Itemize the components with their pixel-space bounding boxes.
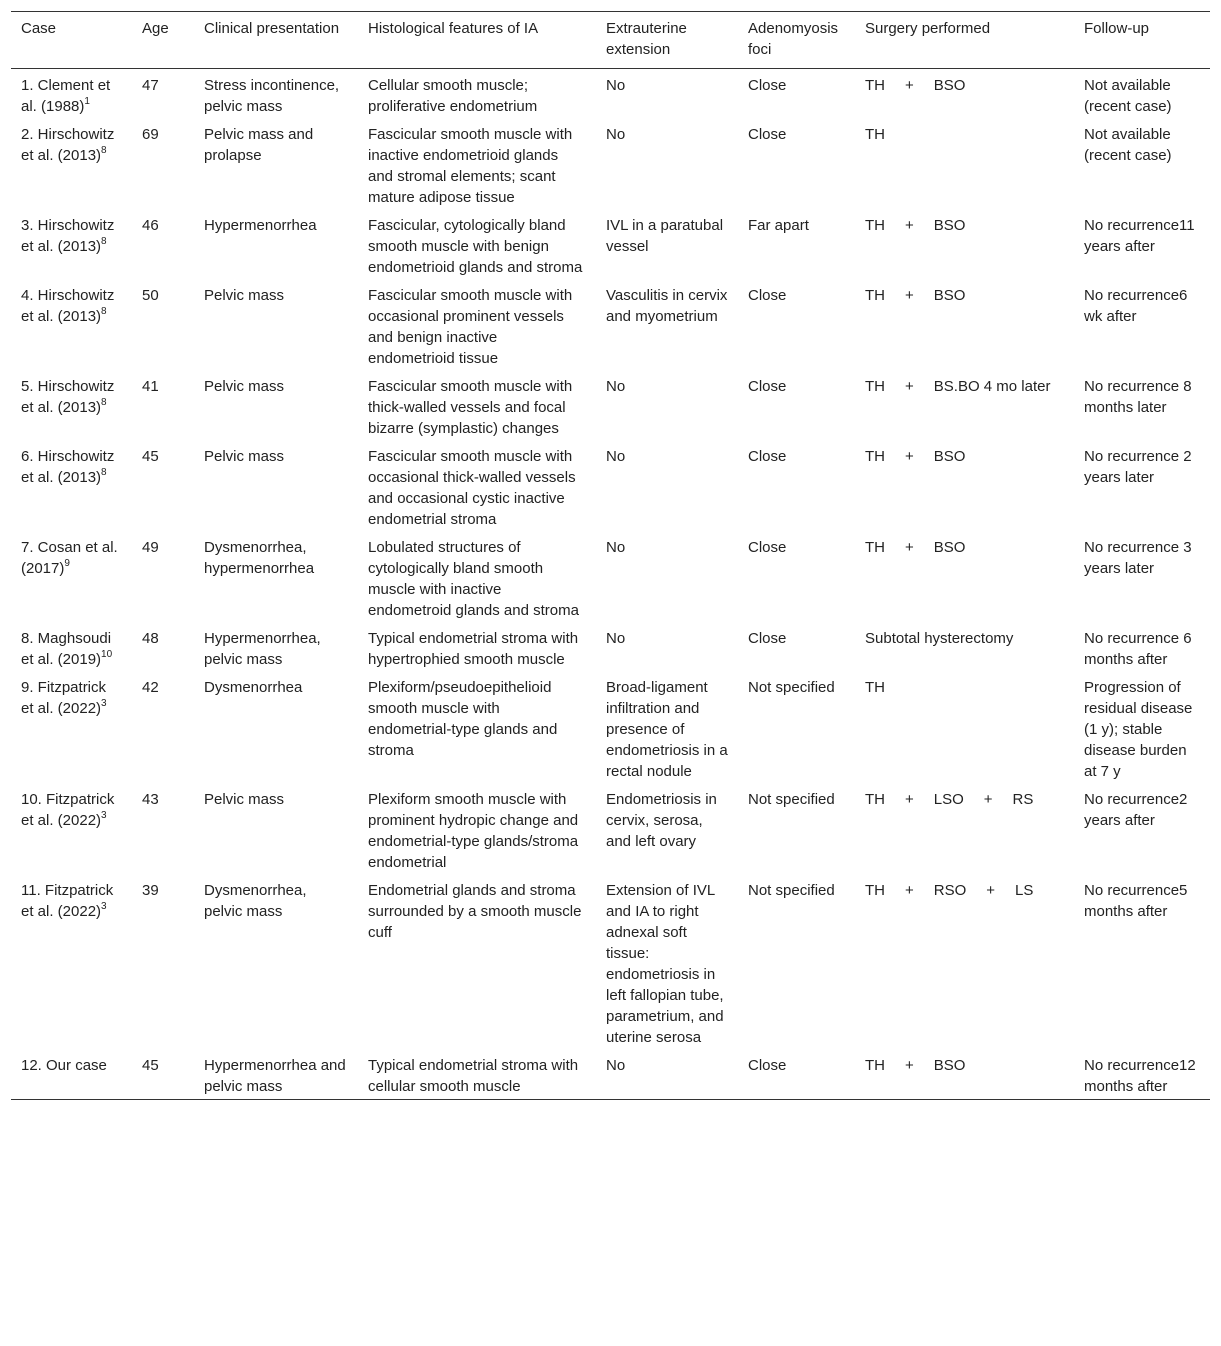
surgery-item: TH bbox=[865, 378, 885, 395]
cell-foci: Close bbox=[748, 77, 787, 94]
cell-histology: Typical endometrial stroma with hypertrophied smooth muscle bbox=[368, 630, 579, 668]
reference-number: 8 bbox=[101, 467, 107, 478]
case-label: 3. Hirschowitz et al. (2013) bbox=[21, 217, 115, 255]
reference-number: 8 bbox=[101, 236, 107, 247]
cell-clinical: Dysmenorrhea, hypermenorrhea bbox=[204, 539, 315, 577]
cell-foci: Far apart bbox=[748, 217, 809, 234]
cell-case bbox=[11, 532, 132, 623]
cell-surgery bbox=[855, 280, 1074, 371]
header-foci: Adenomyosis foci bbox=[748, 20, 839, 58]
cell-histology: Fascicular, cytologically bland smooth muscle with benign endometrioid glands and stroma bbox=[368, 217, 583, 276]
surgery-item: Subtotal hysterectomy bbox=[865, 630, 1014, 647]
plus-sign: + bbox=[905, 287, 914, 304]
reference-number: 1 bbox=[84, 96, 90, 107]
header-clinical: Clinical presentation bbox=[204, 20, 340, 37]
surgery-item: RS bbox=[1012, 791, 1034, 808]
cell-case bbox=[11, 280, 132, 371]
cell-extension: No bbox=[606, 539, 626, 556]
cell-clinical: Pelvic mass bbox=[204, 287, 285, 304]
plus-sign: + bbox=[983, 791, 993, 808]
cell-followup: Progression of residual disease (1 y); stable disease burden at 7 y bbox=[1084, 679, 1193, 780]
header-case: Case bbox=[21, 20, 57, 37]
cell-surgery bbox=[855, 532, 1074, 623]
table-row bbox=[11, 69, 1210, 120]
cell-foci: Close bbox=[748, 539, 787, 556]
case-label: 1. Clement et al. (1988) bbox=[21, 77, 111, 115]
surgery-item: LSO bbox=[933, 791, 964, 808]
cell-age: 41 bbox=[142, 378, 159, 395]
cell-foci: Not specified bbox=[748, 791, 835, 808]
cell-age: 49 bbox=[142, 539, 159, 556]
reference-number: 8 bbox=[101, 306, 107, 317]
header-extension: Extrauterine extension bbox=[606, 20, 687, 58]
cell-followup: No recurrence2 years after bbox=[1084, 791, 1188, 829]
cell-extension: No bbox=[606, 77, 626, 94]
cell-age: 43 bbox=[142, 791, 159, 808]
surgery-item: TH bbox=[865, 217, 885, 234]
surgery-item: BSO bbox=[933, 217, 966, 234]
plus-sign: + bbox=[905, 378, 914, 395]
table-row bbox=[11, 441, 1210, 532]
header-followup: Follow-up bbox=[1084, 20, 1150, 37]
cell-age: 42 bbox=[142, 679, 159, 696]
reference-number: 10 bbox=[101, 649, 113, 660]
surgery-item: TH bbox=[865, 539, 885, 556]
cell-case bbox=[11, 672, 132, 784]
cell-case bbox=[11, 441, 132, 532]
surgery-item: TH bbox=[865, 1057, 885, 1074]
surgery-item: LS bbox=[1015, 882, 1034, 899]
case-label: 6. Hirschowitz et al. (2013) bbox=[21, 448, 115, 486]
cell-extension: Extension of IVL and IA to right adnexal soft tissue: endometriosis in left fallopian tube, parametrium, and uterine serosa bbox=[606, 882, 724, 1046]
cell-case bbox=[11, 371, 132, 441]
cell-surgery bbox=[855, 69, 1074, 120]
reference-number: 3 bbox=[101, 901, 107, 912]
surgery-item: BSO bbox=[933, 77, 966, 94]
cell-clinical: Pelvic mass bbox=[204, 791, 285, 808]
case-label: 10. Fitzpatrick et al. (2022) bbox=[21, 791, 115, 829]
surgery-item: TH bbox=[865, 791, 885, 808]
cell-surgery bbox=[855, 784, 1074, 875]
cell-foci: Close bbox=[748, 378, 787, 395]
cell-followup: No recurrence6 wk after bbox=[1084, 287, 1188, 325]
reference-number: 8 bbox=[101, 145, 107, 156]
table-row bbox=[11, 1050, 1210, 1100]
cell-extension: Broad-ligament infiltration and presence of endometriosis in a rectal nodule bbox=[606, 679, 728, 780]
cell-followup: Not available (recent case) bbox=[1084, 126, 1172, 164]
table-row bbox=[11, 210, 1210, 280]
case-label: 9. Fitzpatrick et al. (2022) bbox=[21, 679, 107, 717]
cell-surgery bbox=[855, 1050, 1074, 1100]
cell-histology: Fascicular smooth muscle with thick-walled vessels and focal bizarre (symplastic) changes bbox=[368, 378, 573, 437]
cell-followup: No recurrence 8 months later bbox=[1084, 378, 1192, 416]
cell-followup: No recurrence12 months after bbox=[1084, 1057, 1196, 1095]
surgery-item: TH bbox=[865, 287, 885, 304]
table-row bbox=[11, 672, 1210, 784]
cell-foci: Close bbox=[748, 126, 787, 143]
case-label: 7. Cosan et al. (2017) bbox=[21, 539, 118, 577]
table-row bbox=[11, 371, 1210, 441]
cell-clinical: Pelvic mass bbox=[204, 448, 285, 465]
cell-age: 48 bbox=[142, 630, 159, 647]
cell-clinical: Hypermenorrhea and pelvic mass bbox=[204, 1057, 346, 1095]
cell-histology: Endometrial glands and stroma surrounded by a smooth muscle cuff bbox=[368, 882, 582, 941]
cell-extension: No bbox=[606, 630, 626, 647]
cell-extension: No bbox=[606, 448, 626, 465]
case-label: 5. Hirschowitz et al. (2013) bbox=[21, 378, 115, 416]
table-row bbox=[11, 784, 1210, 875]
table-row bbox=[11, 119, 1210, 210]
cell-clinical: Stress incontinence, pelvic mass bbox=[204, 77, 340, 115]
cell-case bbox=[11, 210, 132, 280]
reference-number: 3 bbox=[101, 698, 107, 709]
reference-number: 8 bbox=[101, 397, 107, 408]
cell-extension: Endometriosis in cervix, serosa, and left ovary bbox=[606, 791, 717, 850]
cell-foci: Close bbox=[748, 448, 787, 465]
cell-extension: No bbox=[606, 126, 626, 143]
case-label: 2. Hirschowitz et al. (2013) bbox=[21, 126, 115, 164]
cell-foci: Close bbox=[748, 630, 787, 647]
surgery-item: BSO bbox=[933, 287, 966, 304]
surgery-item: TH bbox=[865, 679, 885, 696]
cell-followup: No recurrence5 months after bbox=[1084, 882, 1188, 920]
header-row bbox=[11, 12, 1210, 69]
cell-age: 45 bbox=[142, 1057, 159, 1074]
plus-sign: + bbox=[905, 217, 914, 234]
case-label: 11. Fitzpatrick et al. (2022) bbox=[21, 882, 114, 920]
cell-age: 69 bbox=[142, 126, 159, 143]
cell-histology: Typical endometrial stroma with cellular smooth muscle bbox=[368, 1057, 579, 1095]
surgery-item: BSO bbox=[933, 1057, 966, 1074]
cell-extension: IVL in a paratubal vessel bbox=[606, 217, 724, 255]
cell-histology: Lobulated structures of cytologically bland smooth muscle with inactive endometroid glands and stroma bbox=[368, 539, 579, 619]
cell-clinical: Hypermenorrhea, pelvic mass bbox=[204, 630, 321, 668]
case-comparison-table bbox=[11, 11, 1210, 1100]
table-row bbox=[11, 280, 1210, 371]
cell-clinical: Dysmenorrhea, pelvic mass bbox=[204, 882, 307, 920]
cell-foci: Not specified bbox=[748, 882, 835, 899]
surgery-item: TH bbox=[865, 448, 885, 465]
cell-followup: No recurrence11 years after bbox=[1084, 217, 1195, 255]
cell-case bbox=[11, 69, 132, 120]
cell-case bbox=[11, 623, 132, 672]
cell-surgery bbox=[855, 119, 1074, 210]
surgery-item: TH bbox=[865, 126, 885, 143]
cell-age: 39 bbox=[142, 882, 159, 899]
cell-surgery bbox=[855, 672, 1074, 784]
cell-extension: No bbox=[606, 378, 626, 395]
cell-extension: No bbox=[606, 1057, 626, 1074]
cell-age: 45 bbox=[142, 448, 159, 465]
cell-foci: Close bbox=[748, 1057, 787, 1074]
cell-clinical: Dysmenorrhea bbox=[204, 679, 303, 696]
header-surgery: Surgery performed bbox=[865, 20, 991, 37]
cell-followup: No recurrence 2 years later bbox=[1084, 448, 1192, 486]
cell-age: 46 bbox=[142, 217, 159, 234]
plus-sign: + bbox=[905, 539, 914, 556]
cell-histology: Plexiform/pseudoepithelioid smooth muscle with endometrial-type glands and stroma bbox=[368, 679, 558, 759]
cell-followup: No recurrence 3 years later bbox=[1084, 539, 1192, 577]
cell-surgery bbox=[855, 371, 1074, 441]
cell-histology: Fascicular smooth muscle with occasional thick-walled vessels and occasional cystic inactive endometrial stroma bbox=[368, 448, 576, 528]
cell-surgery bbox=[855, 875, 1074, 1050]
plus-sign: + bbox=[905, 448, 914, 465]
table-row bbox=[11, 623, 1210, 672]
cell-surgery bbox=[855, 623, 1074, 672]
reference-number: 3 bbox=[101, 810, 107, 821]
cell-histology: Fascicular smooth muscle with occasional prominent vessels and benign inactive endometrioid tissue bbox=[368, 287, 573, 367]
header-histology: Histological features of IA bbox=[368, 20, 539, 37]
cell-case bbox=[11, 875, 132, 1050]
cell-surgery bbox=[855, 441, 1074, 532]
surgery-item: RSO bbox=[933, 882, 967, 899]
case-label: 8. Maghsoudi et al. (2019) bbox=[21, 630, 112, 668]
plus-sign: + bbox=[905, 791, 914, 808]
cell-clinical: Pelvic mass and prolapse bbox=[204, 126, 314, 164]
surgery-item: BS.BO 4 mo later bbox=[933, 378, 1051, 395]
cell-foci: Close bbox=[748, 287, 787, 304]
table-body bbox=[11, 69, 1210, 1100]
table-row bbox=[11, 532, 1210, 623]
cell-case bbox=[11, 119, 132, 210]
header-age: Age bbox=[142, 20, 169, 37]
plus-sign: + bbox=[905, 882, 914, 899]
cell-extension: Vasculitis in cervix and myometrium bbox=[606, 287, 728, 325]
cell-surgery bbox=[855, 210, 1074, 280]
surgery-item: BSO bbox=[933, 448, 966, 465]
cell-foci: Not specified bbox=[748, 679, 835, 696]
plus-sign: + bbox=[905, 77, 914, 94]
cell-age: 47 bbox=[142, 77, 159, 94]
case-label: 12. Our case bbox=[21, 1057, 107, 1074]
surgery-item: TH bbox=[865, 882, 885, 899]
case-label: 4. Hirschowitz et al. (2013) bbox=[21, 287, 115, 325]
cell-histology: Fascicular smooth muscle with inactive endometrioid glands and stromal elements; scant mature adipose tissue bbox=[368, 126, 573, 206]
cell-case bbox=[11, 1050, 132, 1100]
cell-age: 50 bbox=[142, 287, 159, 304]
surgery-item: BSO bbox=[933, 539, 966, 556]
plus-sign: + bbox=[905, 1057, 914, 1074]
cell-histology: Cellular smooth muscle; proliferative endometrium bbox=[368, 77, 538, 115]
cell-clinical: Pelvic mass bbox=[204, 378, 285, 395]
cell-followup: No recurrence 6 months after bbox=[1084, 630, 1192, 668]
cell-case bbox=[11, 784, 132, 875]
table-row bbox=[11, 875, 1210, 1050]
cell-histology: Plexiform smooth muscle with prominent hydropic change and endometrial-type glands/stroma endometrial bbox=[368, 791, 579, 871]
reference-number: 9 bbox=[64, 558, 70, 569]
surgery-item: TH bbox=[865, 77, 885, 94]
plus-sign: + bbox=[986, 882, 996, 899]
cell-clinical: Hypermenorrhea bbox=[204, 217, 317, 234]
cell-followup: Not available (recent case) bbox=[1084, 77, 1172, 115]
